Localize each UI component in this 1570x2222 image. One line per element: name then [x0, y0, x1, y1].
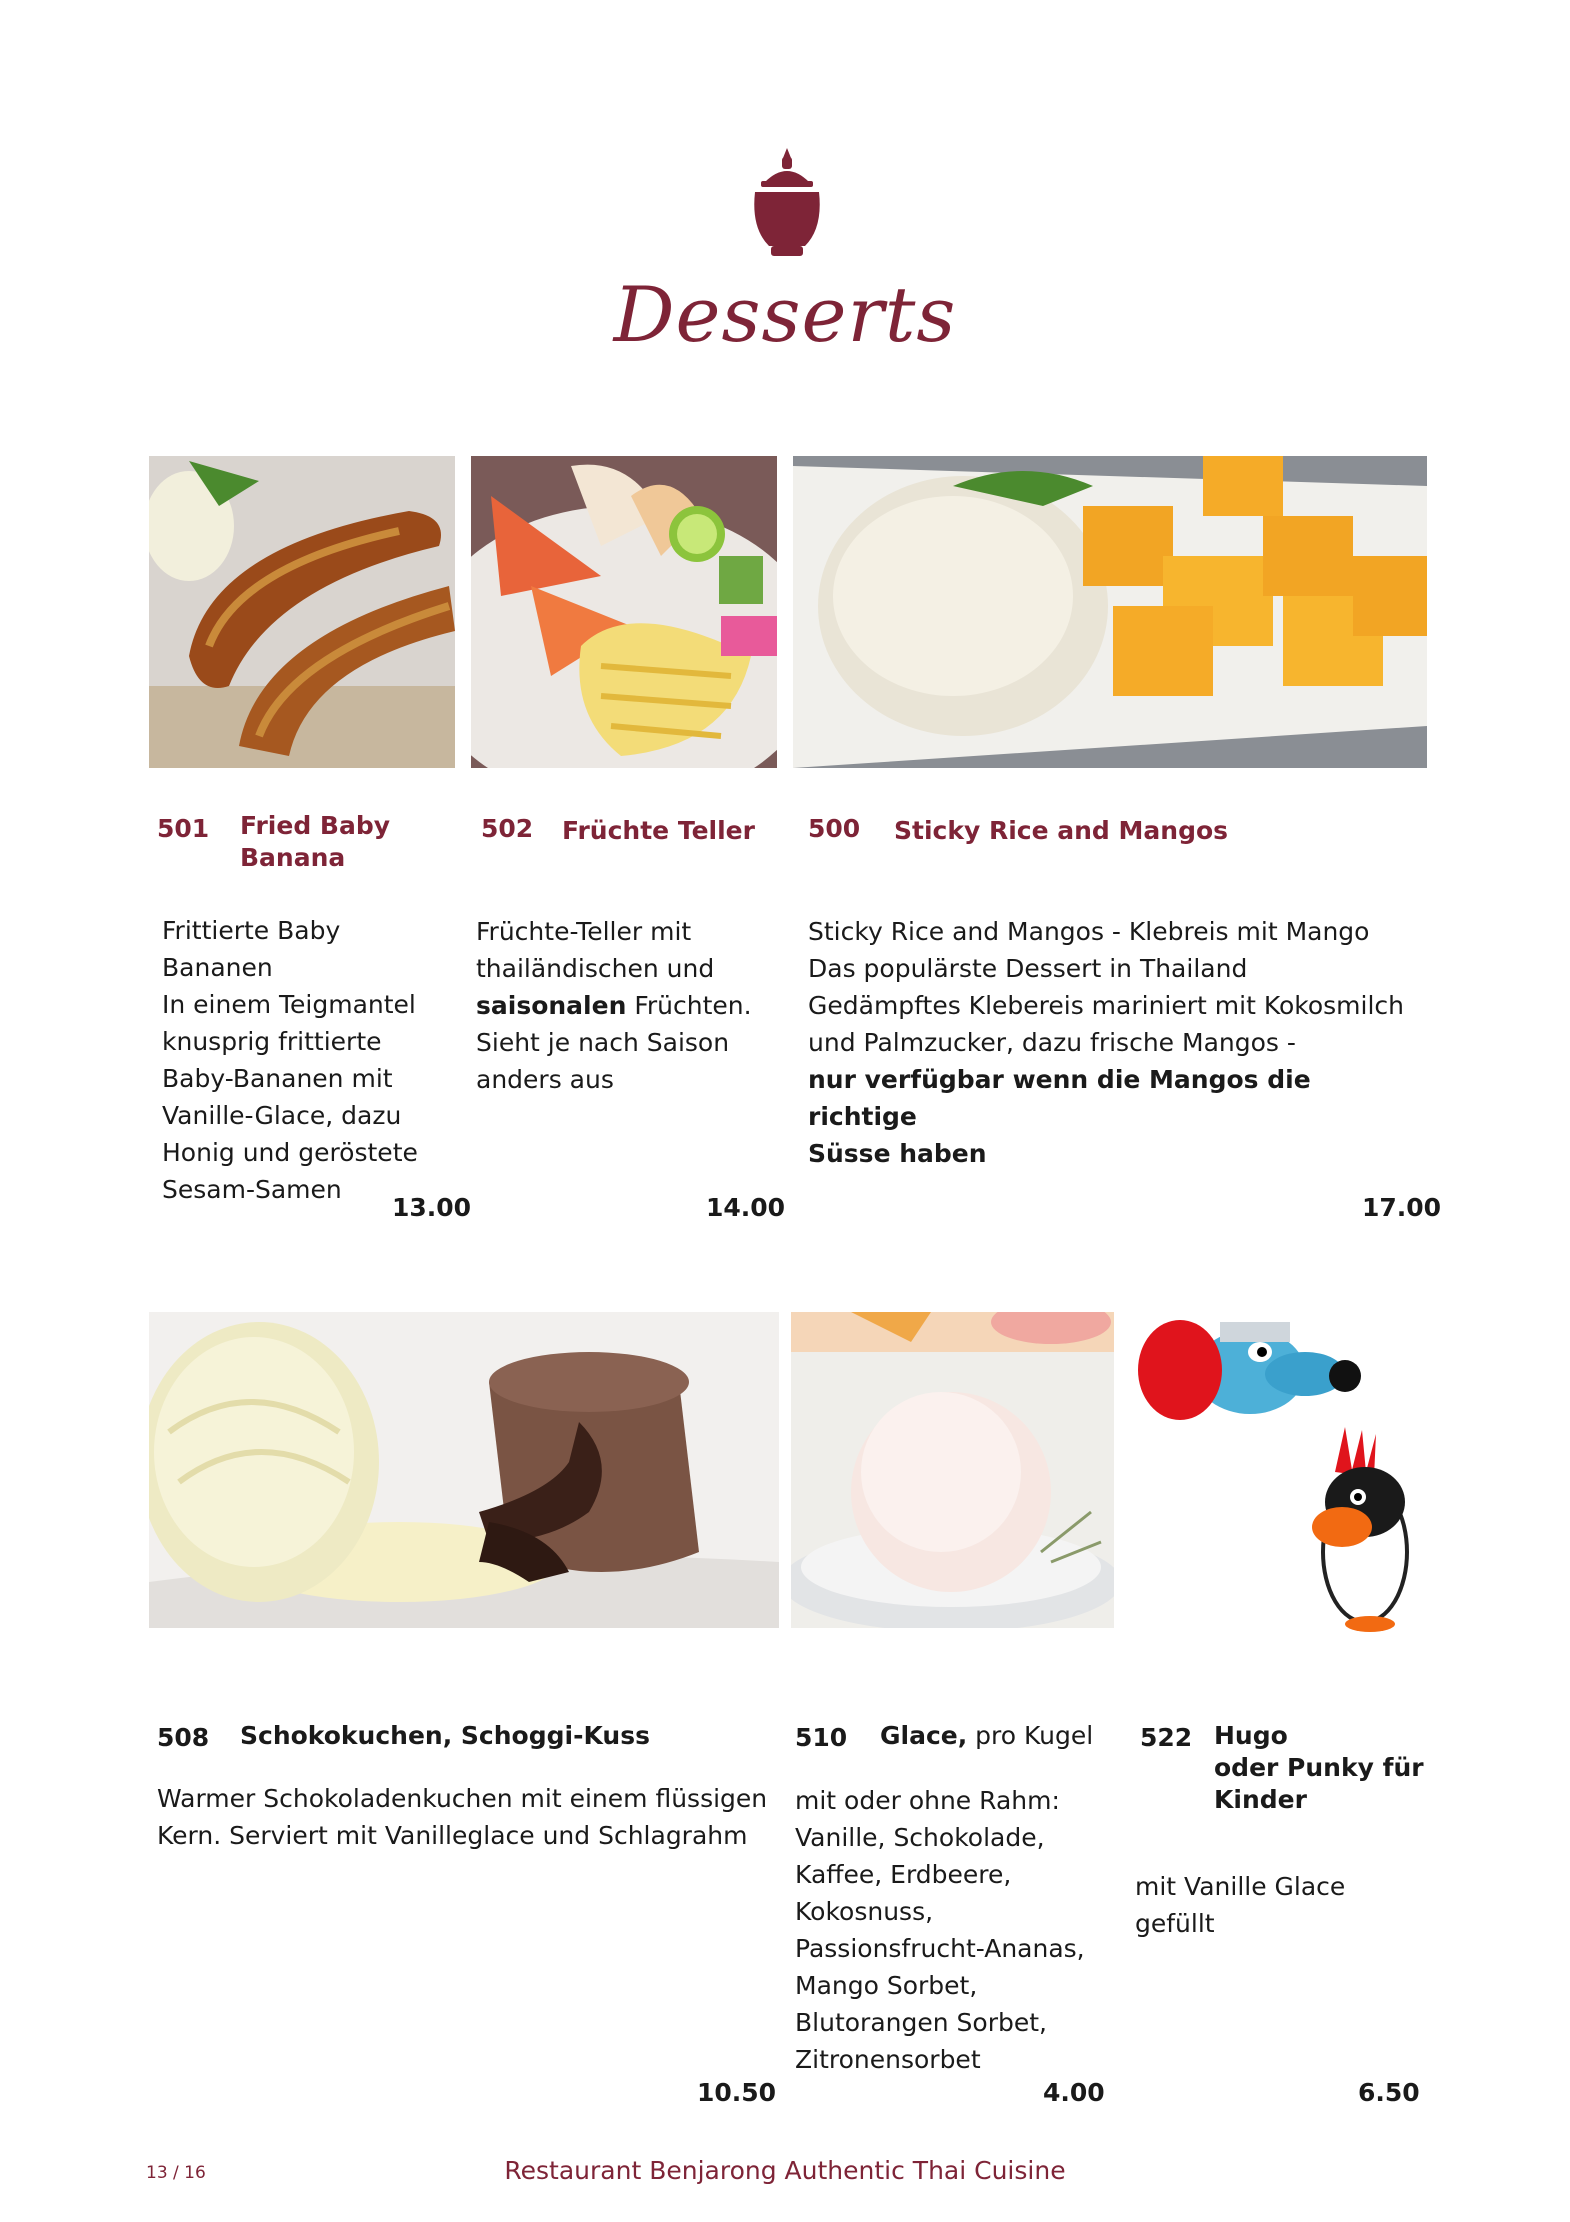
ice-cream-scoop-photo	[791, 1312, 1114, 1628]
item-description: Warmer Schokoladenkuchen mit einem flüssigen Kern. Serviert mit Vanilleglace und Schlagrahm	[157, 1784, 768, 1850]
item-price: 10.50	[697, 2078, 777, 2107]
sticky-rice-mango-photo	[793, 456, 1427, 768]
item-description: mit oder ohne Rahm: Vanille, Schokolade, Kaffee, Erdbeere, Kokosnuss, Passionsfrucht-Ananas, Mango Sorbet, Blutorangen Sorbet, Zitronensorbet	[795, 1786, 1085, 2074]
item-price: 6.50	[1358, 2078, 1420, 2107]
item-price: 14.00	[706, 1193, 786, 1222]
fried-baby-banana-photo	[149, 456, 455, 768]
fruit-plate-photo	[471, 456, 777, 768]
page-title: Desserts	[613, 270, 957, 359]
item-description: Früchte-Teller mit thailändischen und saisonalen Früchten. Sieht je nach Saison anders aus	[476, 917, 752, 1094]
page-number: 13 / 16	[146, 2163, 206, 2183]
restaurant-name-footer: Restaurant Benjarong Authentic Thai Cuisine	[504, 2156, 1066, 2185]
item-description: Frittierte Baby Bananen In einem Teigmantel knusprig frittierte Baby-Bananen mit Vanille-Glace, dazu Honig und geröstete Sesam-Samen	[162, 916, 418, 1204]
benjarong-urn-logo	[747, 148, 827, 260]
item-name: Glace, pro Kugel	[880, 1721, 1094, 1750]
item-price: 13.00	[392, 1193, 472, 1222]
item-price: 4.00	[1043, 2078, 1105, 2107]
item-number: 508	[157, 1723, 210, 1752]
kids-figurines-photo	[1130, 1312, 1427, 1664]
item-name: Hugo oder Punky für Kinder	[1214, 1721, 1424, 1814]
item-description: mit Vanille Glace gefüllt	[1135, 1872, 1346, 1938]
item-name: Schokokuchen, Schoggi-Kuss	[240, 1721, 650, 1750]
item-number: 501	[157, 814, 210, 843]
item-name: Sticky Rice and Mangos	[894, 816, 1229, 845]
item-name: Früchte Teller	[562, 816, 755, 845]
item-number: 500	[808, 814, 861, 843]
item-price: 17.00	[1362, 1193, 1442, 1222]
chocolate-lava-cake-photo	[149, 1312, 779, 1628]
item-number: 502	[481, 814, 534, 843]
item-name: Fried Baby Banana	[240, 811, 391, 872]
item-description: Sticky Rice and Mangos - Klebreis mit Mango Das populärste Dessert in Thailand Gedämpftes Klebereis mariniert mit Kokosmilch und Palmzucker, dazu frische Mangos - nur verfügbar wenn die Mangos die richtige Süsse haben	[808, 917, 1405, 1168]
item-number: 522	[1140, 1723, 1193, 1752]
item-number: 510	[795, 1723, 848, 1752]
